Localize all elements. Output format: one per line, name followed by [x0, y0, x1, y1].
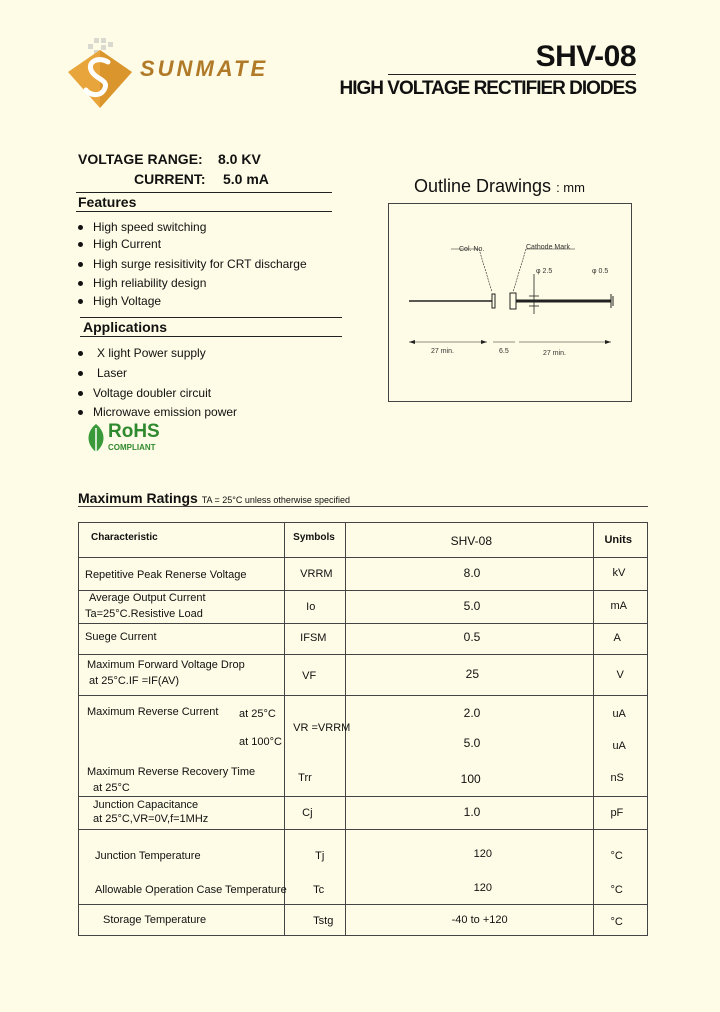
feature-item: High surge resisitivity for CRT discharge: [78, 257, 307, 271]
header-divider: [388, 74, 636, 75]
applications-title: Applications: [83, 319, 168, 335]
table-header-row: [79, 523, 648, 558]
row-value: 120: [473, 882, 492, 894]
label-lead-diameter: φ 0.5: [592, 268, 609, 275]
ratings-title: Maximum Ratings TA = 25°C unless otherwise specified: [78, 490, 350, 506]
applications-top-rule: [80, 317, 342, 318]
row-symbol: Tj: [315, 850, 325, 862]
application-item: Voltage doubler circuit: [78, 386, 211, 400]
row-symbol: Cj: [302, 807, 313, 819]
row-value: 100: [460, 772, 481, 786]
row-value: 5.0: [463, 736, 481, 750]
row-char: Junction Capacitance: [93, 799, 199, 811]
row-unit: °C: [610, 916, 623, 928]
rohs-sub: COMPLIANT: [108, 443, 156, 452]
applications-bottom-rule: [80, 336, 342, 337]
row-char: Maximum Forward Voltage Drop: [87, 659, 245, 671]
feature-item: High Current: [78, 237, 161, 251]
row-value: 8.0: [463, 566, 481, 580]
voltage-range-value: 8.0 KV: [218, 151, 261, 167]
sunmate-logo: [64, 36, 136, 112]
row-symbol: VR =VRRM: [293, 722, 351, 734]
feature-item: High reliability design: [78, 276, 206, 290]
row-char: Junction Temperature: [95, 850, 201, 862]
voltage-range-label: VOLTAGE RANGE:: [78, 151, 203, 167]
row-value: 25: [465, 667, 479, 681]
table-row: [79, 905, 648, 936]
row-symbol: Tstg: [313, 915, 334, 927]
feature-item: High speed switching: [78, 220, 206, 234]
current-value: 5.0 mA: [223, 171, 269, 187]
row-value: 2.0: [463, 706, 481, 720]
row-char: Suege Current: [85, 631, 157, 643]
label-lead-length-left: 27 min.: [431, 348, 454, 355]
row-symbol: Io: [306, 601, 316, 613]
row-cond-100c: at 100°C: [239, 736, 282, 748]
row-symbol: IFSM: [300, 632, 327, 644]
header-symbols: Symbols: [293, 532, 335, 543]
row-symbol: VRRM: [300, 568, 333, 580]
features-title: Features: [78, 194, 137, 210]
row-char: Allowable Operation Case Temperature: [95, 884, 287, 896]
outline-drawing-box: [388, 203, 632, 402]
row-char-cond: at 25°C: [93, 782, 130, 794]
label-cathode-mark: Cathode Mark: [526, 244, 570, 251]
row-char: Repetitive Peak Renerse Voltage: [85, 569, 247, 581]
header-part: SHV-08: [450, 534, 492, 548]
label-col-no: Col. No.: [459, 246, 485, 253]
table-row: [79, 797, 648, 830]
row-value: 0.5: [463, 630, 481, 644]
row-char: Average Output Current: [89, 592, 206, 604]
row-char-cond: at 25°C.IF =IF(AV): [89, 675, 180, 687]
label-body-length: 6.5: [499, 348, 509, 355]
rohs-title: RoHS: [108, 421, 160, 442]
row-value: 5.0: [463, 599, 481, 613]
row-unit: V: [616, 669, 624, 681]
current-label: CURRENT:: [134, 171, 206, 187]
part-number: SHV-08: [535, 40, 636, 73]
table-row: [79, 591, 648, 624]
row-symbol: VF: [302, 670, 317, 682]
row-cond-25c: at 25°C: [239, 708, 276, 720]
application-item: Microwave emission power: [78, 405, 237, 419]
table-row: [79, 830, 648, 905]
application-item: Laser: [78, 366, 127, 380]
label-body-diameter: φ 2.5: [536, 268, 553, 275]
outline-title: Outline Drawings : mm: [414, 176, 585, 196]
row-unit: mA: [610, 600, 627, 612]
row-unit: pF: [610, 807, 624, 819]
feature-item: High Voltage: [78, 294, 161, 308]
row-symbol: Tc: [313, 884, 325, 896]
row-char: Maximum Reverse Current: [87, 706, 219, 718]
brand-name: SUNMATE: [140, 56, 269, 81]
row-unit: uA: [612, 708, 626, 720]
row-symbol: Trr: [298, 772, 312, 784]
row-value: -40 to +120: [451, 914, 508, 926]
ratings-divider: [78, 506, 648, 507]
row-unit: uA: [612, 740, 626, 752]
header-units: Units: [604, 534, 632, 546]
row-value: 120: [473, 848, 492, 860]
table-row: [79, 655, 648, 696]
table-row: [79, 696, 648, 797]
row-unit: A: [613, 632, 621, 644]
label-lead-length-right: 27 min.: [543, 350, 566, 357]
row-unit: nS: [610, 772, 624, 784]
ratings-table: [78, 522, 648, 936]
rohs-badge: [84, 420, 174, 456]
row-unit: °C: [610, 884, 623, 896]
row-value: 1.0: [463, 805, 481, 819]
row-unit: °C: [610, 850, 623, 862]
table-row: [79, 624, 648, 655]
row-unit: kV: [612, 567, 626, 579]
table-row: [79, 558, 648, 591]
row-char-cond: at 25°C,VR=0V,f=1MHz: [93, 813, 209, 825]
leaf-icon: [84, 422, 108, 454]
diode-outline-drawing: [389, 204, 631, 401]
row-char: Storage Temperature: [103, 914, 207, 926]
application-item: X light Power supply: [78, 346, 206, 360]
features-top-rule: [76, 192, 332, 193]
product-subtitle: HIGH VOLTAGE RECTIFIER DIODES: [339, 78, 636, 99]
row-char: Maximum Reverse Recovery Time: [87, 766, 256, 778]
row-char-cond: Ta=25°C.Resistive Load: [85, 608, 203, 620]
header-characteristic: Characteristic: [91, 532, 158, 543]
features-bottom-rule: [76, 211, 332, 212]
